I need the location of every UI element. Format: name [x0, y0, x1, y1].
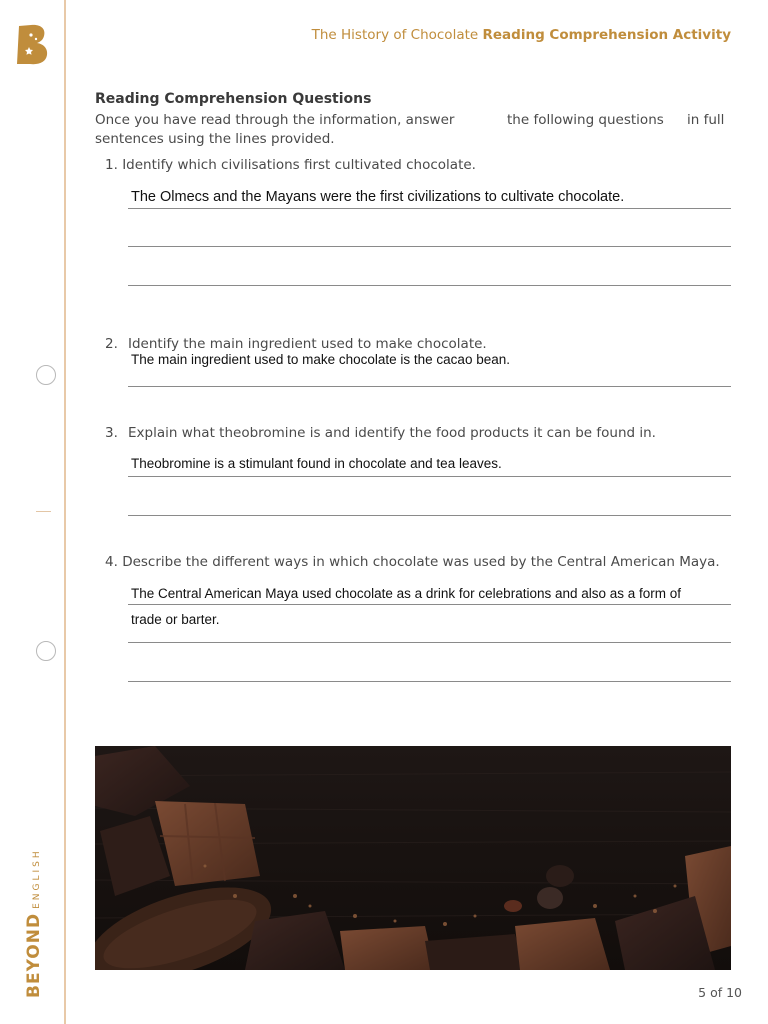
- intro-part1: Once you have read through the information, answer: [95, 112, 455, 128]
- question-text: Identify the main ingredient used to make chocolate.: [128, 336, 487, 352]
- margin-line: [64, 0, 66, 1024]
- question-4: [105, 554, 720, 570]
- answer-rule: [128, 604, 731, 605]
- intro-part3: in full: [687, 112, 725, 128]
- header-prefix: The History of Chocolate: [311, 27, 479, 43]
- answer-rule: [128, 515, 731, 516]
- question-number: 1.: [105, 157, 118, 173]
- answer-2-line-1: The main ingredient used to make chocolate is the cacao bean.: [131, 352, 510, 367]
- answer-rule: [128, 208, 731, 209]
- question-text: Identify which civilisations first cultivated chocolate.: [122, 157, 476, 173]
- intro-line-1: [95, 112, 735, 128]
- question-number: 4.: [105, 554, 118, 570]
- page-header: [312, 27, 731, 43]
- fold-mark: [36, 511, 51, 512]
- page-title: Reading Comprehension Questions: [95, 91, 372, 107]
- answer-rule: [128, 476, 731, 477]
- intro-line-2: sentences using the lines provided.: [95, 131, 335, 147]
- brand-sub: ENGLISH: [32, 848, 42, 909]
- question-2: [105, 336, 487, 352]
- answer-1-line-1: The Olmecs and the Mayans were the first civilizations to cultivate chocolate.: [131, 189, 625, 205]
- question-text: Explain what theobromine is and identify the food products it can be found in.: [128, 425, 656, 441]
- answer-3-line-1: Theobromine is a stimulant found in chocolate and tea leaves.: [131, 456, 502, 471]
- header-bold: Reading Comprehension Activity: [482, 27, 731, 43]
- question-1: [105, 157, 476, 173]
- answer-rule: [128, 246, 731, 247]
- binder-hole: [36, 641, 56, 661]
- question-text: Describe the different ways in which chocolate was used by the Central American Maya.: [122, 554, 720, 570]
- question-3: [105, 425, 656, 441]
- beyond-logo-icon: [14, 22, 52, 66]
- brand-name: BEYOND: [24, 912, 44, 998]
- page-number: 5 of 10: [698, 985, 742, 1000]
- answer-rule: [128, 681, 731, 682]
- chocolate-photo: [95, 746, 731, 970]
- answer-rule: [128, 642, 731, 643]
- brand-vertical: [24, 848, 44, 998]
- intro-part2: the following questions: [507, 112, 664, 128]
- question-number: 3.: [105, 425, 118, 441]
- answer-4-line-2: trade or barter.: [131, 612, 220, 627]
- answer-4-line-1: The Central American Maya used chocolate as a drink for celebrations and also as a form of: [131, 586, 682, 601]
- binder-hole: [36, 365, 56, 385]
- answer-rule: [128, 285, 731, 286]
- question-number: 2.: [105, 336, 118, 352]
- answer-rule: [128, 386, 731, 387]
